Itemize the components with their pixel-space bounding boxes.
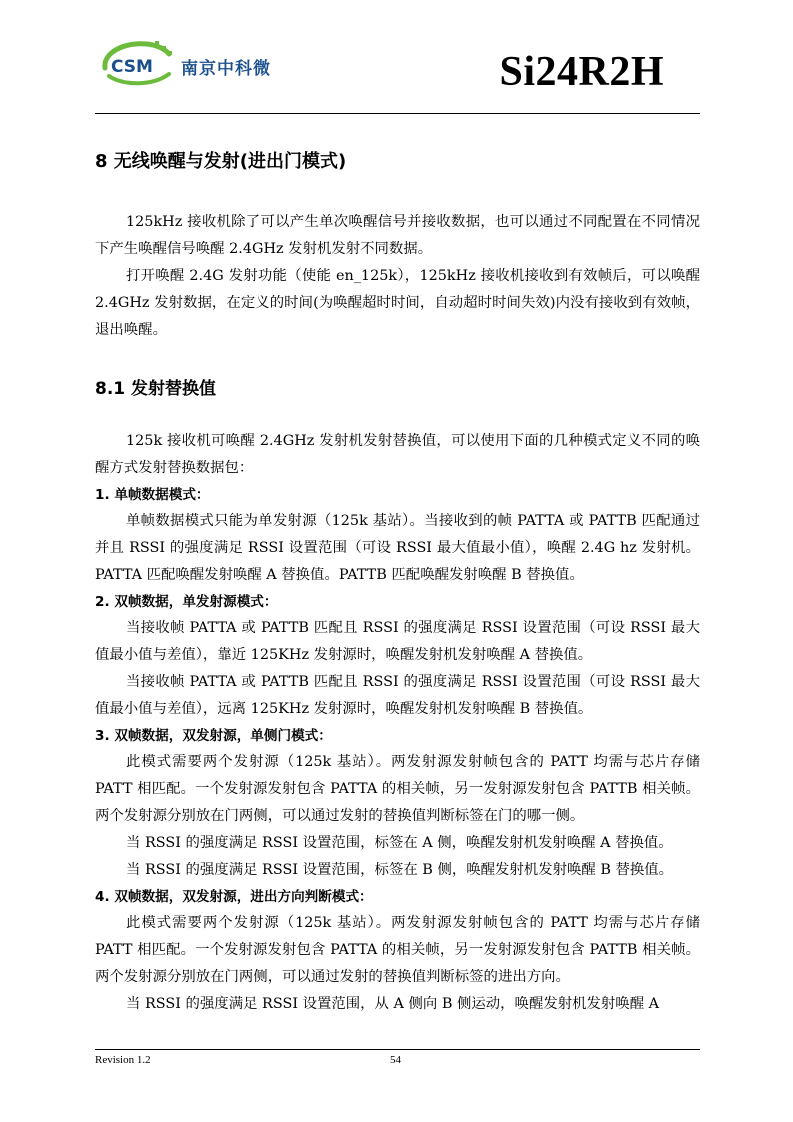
header-divider (95, 113, 700, 114)
mode-2-title: 2. 双帧数据，单发射源模式： (95, 594, 278, 610)
page-content (95, 135, 700, 1018)
section-8-1-title: 8.1 发射替换值 (95, 379, 217, 399)
section-8-title: 8 无线唤醒与发射(进出门模式) (95, 151, 347, 172)
paragraph: 125kHz 接收机除了可以产生单次唤醒信号并接收数据，也可以通过不同配置在不同情况下产生唤醒信号唤醒 2.4GHz 发射机发射不同数据。 (95, 214, 700, 257)
paragraph: 此模式需要两个发射源（125k 基站）。两发射源发射帧包含的 PATT 均需与芯片存储 PATT 相匹配。一个发射源发射包含 PATTA 的相关帧，另一发射源发射包含 PATTB 相关帧。两个发射源分别放在门两侧，可以通过发射的替换值判断标签的进出方向。 (95, 915, 700, 985)
company-name: 南京中科微 (181, 59, 271, 79)
mode-4-title: 4. 双帧数据，双发射源，进出方向判断模式： (95, 889, 373, 905)
footer-divider (95, 1049, 700, 1050)
paragraph: 此模式需要两个发射源（125k 基站）。两发射源发射帧包含的 PATT 均需与芯片存储 PATT 相匹配。一个发射源发射包含 PATTA 的相关帧，另一发射源发射包含 PATTB 相关帧。两个发射源分别放在门两侧，可以通过发射的替换值判断标签在门的哪一侧。 (95, 754, 700, 824)
revision-label: Revision 1.2 (95, 1054, 151, 1066)
paragraph: 当 RSSI 的强度满足 RSSI 设置范围，标签在 A 侧，唤醒发射机发射唤醒 A 替换值。 (126, 835, 673, 851)
mode-1-title: 1. 单帧数据模式： (95, 487, 210, 503)
paragraph: 单帧数据模式只能为单发射源（125k 基站）。当接收到的帧 PATTA 或 PATTB 匹配通过并且 RSSI 的强度满足 RSSI 设置范围（可设 RSSI 最大值最小值），唤醒 2.4G hz 发射机。PATTA 匹配唤醒发射唤醒 A 替换值。PATTB 匹配唤醒发射唤醒 B 替换值。 (95, 513, 700, 583)
model-name: Si24R2H (499, 49, 664, 95)
csm-logo-icon (99, 38, 179, 90)
mode-3-title: 3. 双帧数据，双发射源，单侧门模式： (95, 728, 332, 744)
paragraph: 当接收帧 PATTA 或 PATTB 匹配且 RSSI 的强度满足 RSSI 设置范围（可设 RSSI 最大值最小值与差值），靠近 125KHz 发射源时，唤醒发射机发射唤醒 A 替换值。 (95, 620, 700, 663)
paragraph: 当接收帧 PATTA 或 PATTB 匹配且 RSSI 的强度满足 RSSI 设置范围（可设 RSSI 最大值最小值与差值），远离 125KHz 发射源时，唤醒发射机发射唤醒 B 替换值。 (95, 674, 700, 717)
page-number: 54 (390, 1054, 401, 1066)
logo-text: CSM (111, 57, 153, 77)
paragraph: 打开唤醒 2.4G 发射功能（使能 en_125k），125kHz 接收机接收到有效帧后，可以唤醒 2.4GHz 发射数据，在定义的时间(为唤醒超时时间，自动超时时间失效)内没有接收到有效帧，退出唤醒。 (95, 268, 700, 338)
paragraph: 当 RSSI 的强度满足 RSSI 设置范围，标签在 B 侧，唤醒发射机发射唤醒 B 替换值。 (126, 862, 674, 878)
paragraph: 当 RSSI 的强度满足 RSSI 设置范围，从 A 侧向 B 侧运动，唤醒发射机发射唤醒 A (126, 996, 660, 1012)
page-header (95, 34, 700, 114)
paragraph: 125k 接收机可唤醒 2.4GHz 发射机发射替换值，可以使用下面的几种模式定义不同的唤醒方式发射替换数据包： (95, 433, 700, 476)
